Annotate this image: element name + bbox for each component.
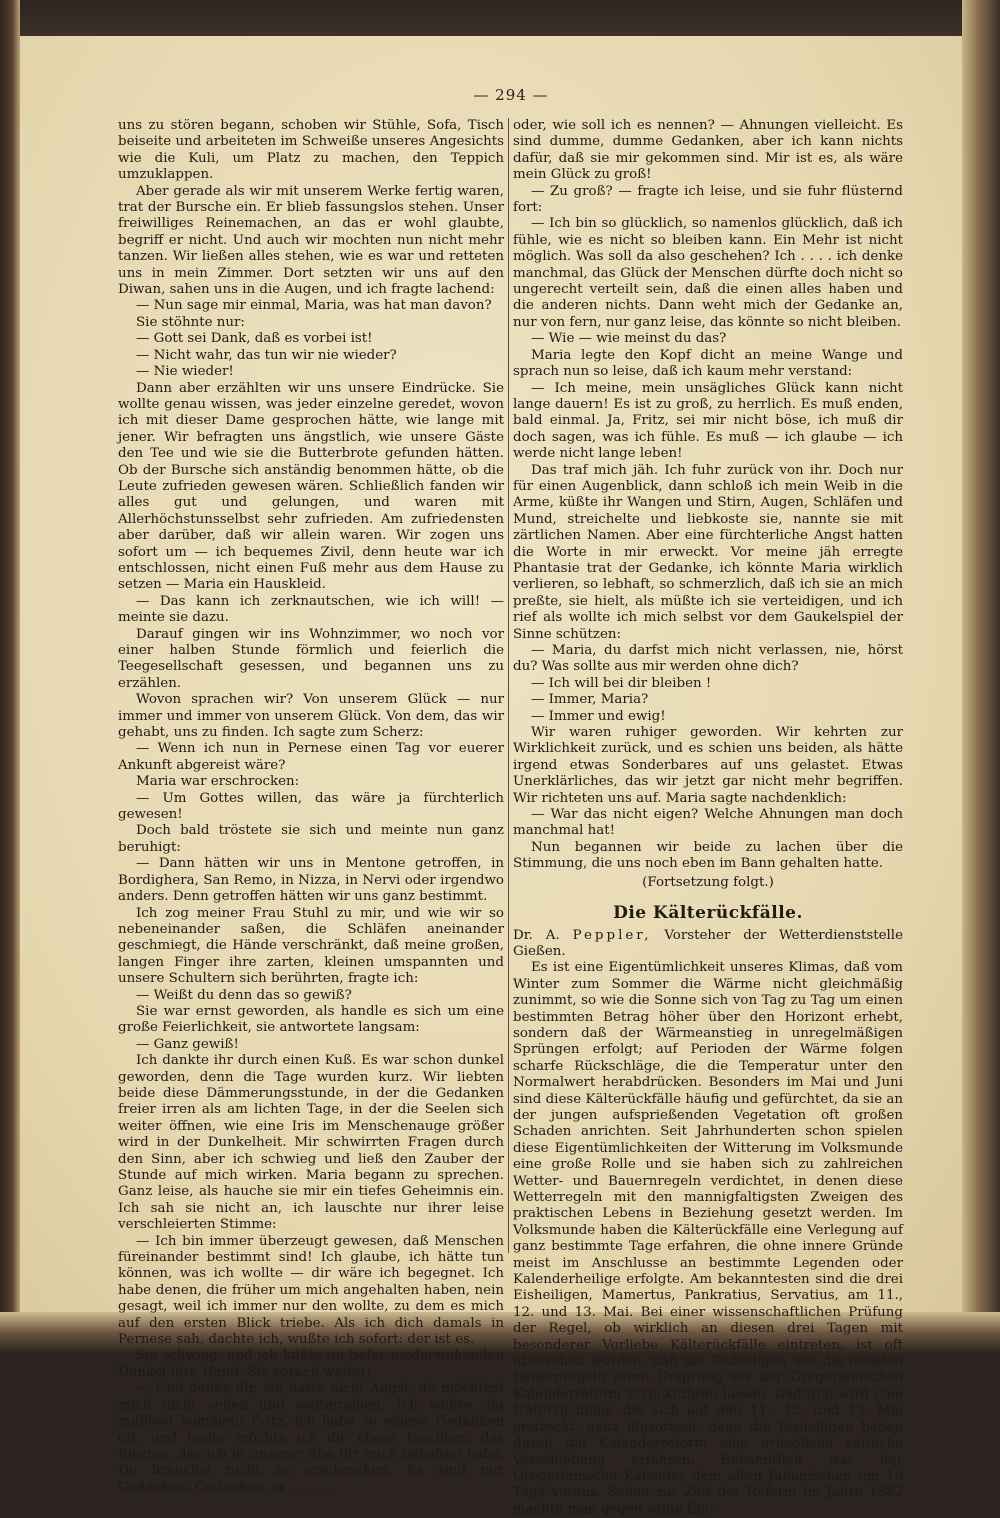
paragraph: — Gott sei Dank, daß es vorbei ist!: [136, 331, 373, 347]
paragraph: Sie stöhnte nur:: [136, 314, 245, 330]
paragraph: uns zu stören begann, schoben wir Stühle, Sofa, Tisch beiseite und arbeiteten im Schweiße unseres Angesichts wie die Kuli, um Platz zu machen, den Teppich umzuklappen.: [118, 118, 504, 183]
article-byline: [513, 928, 903, 961]
continuation-note: (Fortsetzung folgt.): [642, 874, 774, 890]
paragraph: — Nicht wahr, das tun wir nie wieder?: [136, 347, 397, 363]
scan-border-top: [0, 0, 1000, 36]
paragraph: — Wie — wie meinst du das?: [531, 331, 727, 347]
paragraph: — Ich meine, mein unsägliches Glück kann nicht lange dauern! Es ist zu groß, zu herrlich. Es muß enden, bald einmal. Ja, Fritz, sei mir nicht böse, ich muß dir doch sagen, was ich fühle. Es muß — ich glaube — ich werde nicht lange leben!: [513, 380, 903, 462]
paragraph: — Ich will bei dir bleiben !: [531, 675, 712, 691]
column-divider: [508, 118, 509, 1253]
right-column: [513, 118, 903, 1518]
paragraph: Nun begannen wir beide zu lachen über die Stimmung, die uns noch eben im Bann gehalten hatte.: [513, 839, 903, 872]
paragraph: Wir waren ruhiger geworden. Wir kehrten zur Wirklichkeit zurück, und es schien uns beiden, als hätte irgend etwas Sonderbares auf uns gelastet. Etwas Unerklärliches, das wir jetzt gar nicht mehr begriffen. Wir richteten uns auf. Maria sagte nachdenklich:: [513, 725, 903, 806]
author-prefix: Dr. A.: [513, 927, 560, 943]
paragraph: Sie schwieg, und ich küßte im tiefer niedersinkenden Dunkel ihre Hand. Sie sprach weiter:: [118, 1348, 504, 1380]
article-body: Es ist eine Eigentümlichkeit unseres Klimas, daß vom Winter zum Sommer die Wärme nicht gleichmäßig zunimmt, so wie die Sonne sich von Tag zu Tag um einen bestimmten Betrag höher über den Horizont erhebt, sondern daß der Wärmeanstieg in unregelmäßigen Sprüngen erfolgt; auf Perioden der Wärme folgen scharfe Rückschläge, die die Temperatur unter den Normalwert herabdrücken. Besonders im Mai und Juni sind diese Kälterückfälle häufig und gefürchtet, da sie an der jungen aufsprießenden Vegetation oft großen Schaden anrichten. Seit Jahrhunderten schon spielen diese Eigentümlichkeiten der Witterung im Volksmunde eine große Rolle und sie haben sich zu zahlreichen Wetter- und Bauernregeln verdichtet, in denen diese Wetterregeln mit den mannigfaltigsten Zweigen des praktischen Lebens in Beziehung gesetzt werden. Im Volksmunde haben die Kälterückfälle eine Verlegung auf ganz bestimmte Tage erfahren, die ohne innere Gründe meist im Anschlusse an bestimmte Legenden oder Kalenderheilige erfolgte. Am bekanntesten sind die drei Eisheiligen, Mamertus, Pankratius, Servatius, am 11., 12. und 13. Mai. Bei einer wissenschaftlichen Prüfung der Regel, ob wirklich an diesen drei Tagen mit besonderer Vorliebe Kälterückfälle eintreten, ist oft übersehen worden, daß die Eisheiligen wie die meisten Bauernregeln ihren Ursprung vor der Gregorianischen Kalenderreform zurückführen lassen. Dadurch wird eine Untersuchung, die sich auf den 11., 12. und 13. Mai erstreckt, ganz illusorisch, denn die Eisheiligen haben durch die Kalenderreform eine erhebliche zeitliche Verschiebung erfahren. Bekanntlich war der Gregorianische Kalender dem alten Julianischen um 10 Tage voraus. Schon zur Zeit der Reform im Jahre 1582 machte man gegen seine Ein-: [513, 960, 903, 1517]
paragraph: — Ich bin so glücklich, so namenlos glücklich, daß ich fühle, wie es nicht so bleiben kann. Ein Mehr ist nicht möglich. Was soll da also geschehen? Ich . . . . ich denke manchmal, das Glück der Menschen dürfte doch nicht so ungerecht verteilt sein, daß die einen alles haben und die anderen nichts. Dann weht mich der Gedanke an, nur von fern, nur ganz leise, das könnte so nicht bleiben.: [513, 216, 903, 330]
paragraph: — Ganz gewiß!: [136, 1036, 239, 1052]
paragraph: — Ich bin immer überzeugt gewesen, daß Menschen füreinander bestimmt sind! Ich glaube, ich hätte tun können, was ich wollte — dir wäre ich begegnet. Ich habe denen, die früher um mich angehalten haben, nein gesagt, weil ich immer nur den wollte, zu dem es mich auf den ersten Blick triebe. Als ich dich damals in Pernese sah, dachte ich, wußte ich sofort: der ist es.: [118, 1233, 504, 1348]
scan-border-right: [962, 0, 1000, 1353]
paragraph: — Nie wieder!: [136, 364, 234, 380]
author-name: Peppler,: [572, 927, 652, 943]
paragraph: oder, wie soll ich es nennen? — Ahnungen vielleicht. Es sind dumme, dumme Gedanken, aber ich kann nichts dafür, daß sie mir gekommen sind. Mir ist es, als wäre mein Glück zu groß!: [513, 118, 903, 183]
paragraph: Ich dankte ihr durch einen Kuß. Es war schon dunkel geworden, denn die Tage wurden kurz. Wir liebten beide diese Dämmerungsstunde, in der die Gedanken freier irren als am lichten Tage, in der die Seelen sich weiter öffnen, wie eine Iris im Menschenauge größer wird in der Dunkelheit. Mir schwirrten Fragen durch den Sinn, aber ich schwieg und ließ den Zauber der Stunde auf mich wirken. Maria begann zu sprechen. Ganz leise, als hauche sie mir ein tiefes Geheimnis ein. Ich sah sie nicht an, ich lauschte nur ihrer leise verschleierten Stimme:: [118, 1053, 504, 1233]
paragraph: — Immer und ewig!: [531, 708, 666, 724]
paragraph: — Das kann ich zerknautschen, wie ich will! — meinte sie dazu.: [118, 593, 504, 626]
author-affiliation: Vorsteher der Wetterdienststelle Gießen.: [513, 927, 904, 959]
paragraph: — Nun sage mir einmal, Maria, was hat man davon?: [136, 298, 492, 314]
paragraph: Maria legte den Kopf dicht an meine Wange und sprach nun so leise, daß ich kaum mehr verstand:: [513, 347, 903, 380]
paragraph: — Dann hätten wir uns in Mentone getroffen, in Bordighera, San Remo, in Nizza, in Nervi oder irgendwo anders. Denn getroffen hätten wir uns ganz bestimmt.: [118, 856, 504, 905]
paragraph: — Um Gottes willen, das wäre ja fürchterlich gewesen!: [118, 790, 504, 823]
paragraph: Ich zog meiner Frau Stuhl zu mir, und wie wir so nebeneinander saßen, die Schläfen aneinander geschmiegt, die Hände verschränkt, daß meine großen, langen Finger ihre zarten, kleinen umspannten und unsere Schultern sich berührten, fragte ich:: [118, 905, 504, 987]
paragraph: — Weißt du denn das so gewiß?: [136, 987, 352, 1003]
paragraph: Wovon sprachen wir? Von unserem Glück — nur immer und immer von unserem Glück. Von dem, das wir gehabt, uns zu finden. Ich sagte zum Scherz:: [118, 692, 504, 741]
paragraph: Maria war erschrocken:: [136, 774, 300, 790]
paragraph: — Zu groß? — fragte ich leise, und sie fuhr flüsternd fort:: [513, 183, 903, 216]
paragraph: Sie war ernst geworden, als handle es sich um eine große Feierlichkeit, sie antwortete langsam:: [118, 1003, 504, 1036]
paragraph: Aber gerade als wir mit unserem Werke fertig waren, trat der Bursche ein. Er blieb fassungslos stehen. Unser freiwilliges Reinemachen, an das er wohl glaubte, begriff er nicht. Und auch wir mochten nun nicht mehr tanzen. Wir ließen alles stehen, wie es war und retteten uns in mein Zimmer. Dort setzten wir uns auf den Diwan, sahen uns in die Augen, und ich fragte lachend:: [118, 183, 504, 298]
scan-border-left: [0, 0, 20, 1353]
paragraph: Darauf gingen wir ins Wohnzimmer, wo noch vor einer halben Stunde förmlich und feierlich die Teegesellschaft gesessen, und begannen uns zu erzählen.: [118, 626, 504, 691]
paragraph: — War das nicht eigen? Welche Ahnungen man doch manchmal hat!: [513, 807, 903, 839]
paragraph: Das traf mich jäh. Ich fuhr zurück von ihr. Doch nur für einen Augenblick, dann schloß ich mein Weib in die Arme, küßte ihr Wangen und Stirn, Augen, Schläfen und Mund, streichelte und liebkoste sie, nannte sie mit zärtlichen Namen. Aber eine fürchterliche Angst hatten die Worte in mir erweckt. Vor meine jäh erregte Phantasie trat der Gedanke, ich könnte Maria wirklich verlieren, so lebhaft, so schmerzlich, daß ich sie an mich preßte, sie hielt, als müßte ich sie verteidigen, und ich rief als wollte ich mich selbst vor dem Gaukelspiel der Sinne schützen:: [513, 462, 903, 642]
article-title: Die Kälterückfälle.: [613, 903, 803, 924]
paragraph: — Maria, du darfst mich nicht verlassen, nie, hörst du? Was sollte aus mir werden ohne dich?: [513, 643, 903, 675]
paragraph: — Immer, Maria?: [531, 692, 649, 708]
paragraph: Dann aber erzählten wir uns unsere Eindrücke. Sie wollte genau wissen, was jeder einzelne geredet, wovon ich mit dieser Dame gesprochen hätte, wie lange mit jener. Wir befragten uns ängstlich, wie unsere Gäste den Tee und wie sie die Butterbrote gefunden hätten. Ob der Bursche sich anständig benommen hätte, ob die Leute zufrieden gewesen wären. Schließlich fanden wir alles gut und gelungen, und waren mit Allerhöchstunsselbst sehr zufrieden. Am zufriedensten aber darüber, daß wir allein waren. Wir zogen uns sofort um — ich bequemes Zivil, denn heute war ich entschlossen, nicht einen Fuß mehr aus dem Hause zu setzen — Maria ein Hauskleid.: [118, 380, 504, 593]
page-number: — 294 —: [473, 86, 549, 104]
paragraph: Doch bald tröstete sie sich und meinte nun ganz beruhigt:: [118, 823, 504, 855]
paragraph: — Wenn ich nun in Pernese einen Tag vor euerer Ankunft abgereist wäre?: [118, 741, 504, 773]
left-column: [118, 118, 504, 1496]
paragraph: — Und denke dir, ich hatte nicht Angst, du möchtest mich nicht sehen und weitergehen. Ich wußte, du mußtest kommen! Fritz, ich habe so eigene Gedanken oft, und heute möchte ich dir etwas beichten, das Einzige, das ich in unserer Ehe für mich behalten habe. Du brauchst nicht zu erschrecken. Es sind nur Gedanken, Gedanken, ja . . . . . .: [118, 1381, 504, 1495]
